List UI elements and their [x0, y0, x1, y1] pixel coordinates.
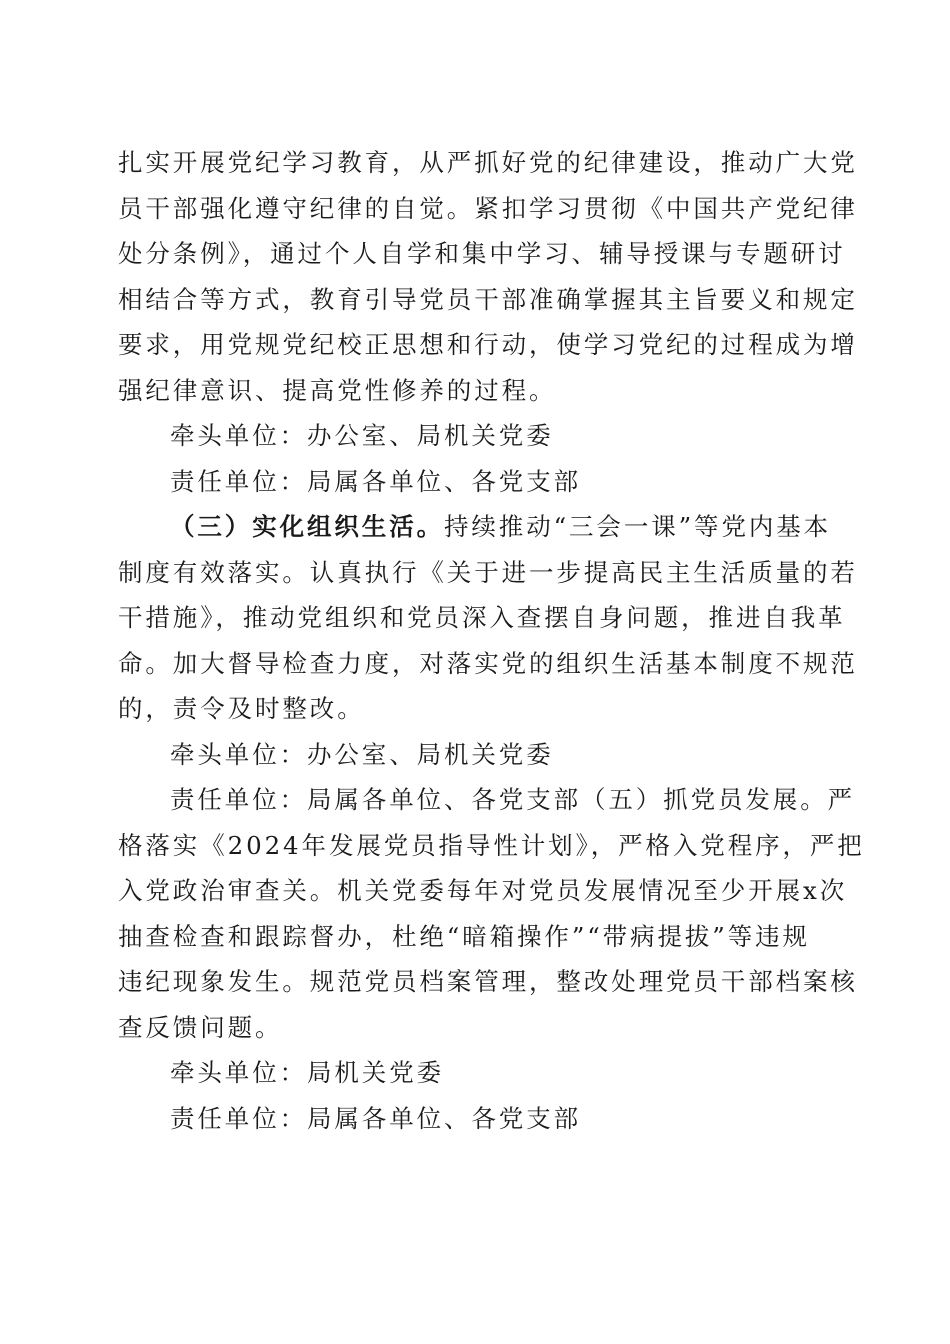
section-heading-line — [118, 504, 830, 550]
body-line: 相结合等方式，教育引导党员干部准确掌握其主旨要义和规定 — [118, 284, 858, 314]
lead-unit-line: 牵头单位：办公室、局机关党委 — [170, 421, 554, 450]
body-line: 的，责令及时整改。 — [118, 694, 365, 723]
section-heading-continuation: 持续推动“三会一课”等党内基本 — [444, 512, 832, 541]
section-heading: （三）实化组织生活。 — [170, 512, 444, 541]
body-line: 制度有效落实。认真执行《关于进一步提高民主生活质量的若 — [118, 557, 858, 587]
responsible-unit-line: 责任单位：局属各单位、各党支部 — [170, 1103, 581, 1133]
body-line: 违纪现象发生。规范党员档案管理，整改处理党员干部档案核 — [118, 967, 858, 996]
lead-unit-line: 牵头单位：办公室、局机关党委 — [170, 739, 554, 769]
body-line: 抽查检查和跟踪督办，杜绝“暗箱操作”“带病提拔”等违规 — [118, 921, 810, 951]
body-line: 强纪律意识、提高党性修养的过程。 — [118, 375, 557, 405]
body-line: 命。加大督导检查力度，对落实党的组织生活基本制度不规范 — [118, 648, 858, 678]
responsible-unit-line: 责任单位：局属各单位、各党支部 — [170, 466, 581, 496]
body-line: 干措施》，推动党组织和党员深入查摆自身问题，推进自我革 — [118, 603, 846, 632]
body-line: 员干部强化遵守纪律的自觉。紧扣学习贯彻《中国共产党纪律 — [118, 193, 858, 223]
body-line: 处分条例》，通过个人自学和集中学习、辅导授课与专题研讨 — [118, 239, 846, 268]
body-line: 格落实《2024年发展党员指导性计划》，严格入党程序，严把 — [118, 830, 865, 860]
body-line: 入党政治审查关。机关党委每年对党员发展情况至少开展x次 — [118, 876, 848, 905]
body-line: 要求，用党规党纪校正思想和行动，使学习党纪的过程成为增 — [118, 330, 858, 359]
document-page — [118, 140, 865, 1141]
body-line: 查反馈问题。 — [118, 1012, 283, 1042]
lead-unit-line: 牵头单位：局机关党委 — [170, 1058, 444, 1087]
body-line: 扎实开展党纪学习教育，从严抓好党的纪律建设，推动广大党 — [118, 148, 858, 177]
responsible-unit-line: 责任单位：局属各单位、各党支部（五）抓党员发展。严 — [170, 785, 855, 814]
